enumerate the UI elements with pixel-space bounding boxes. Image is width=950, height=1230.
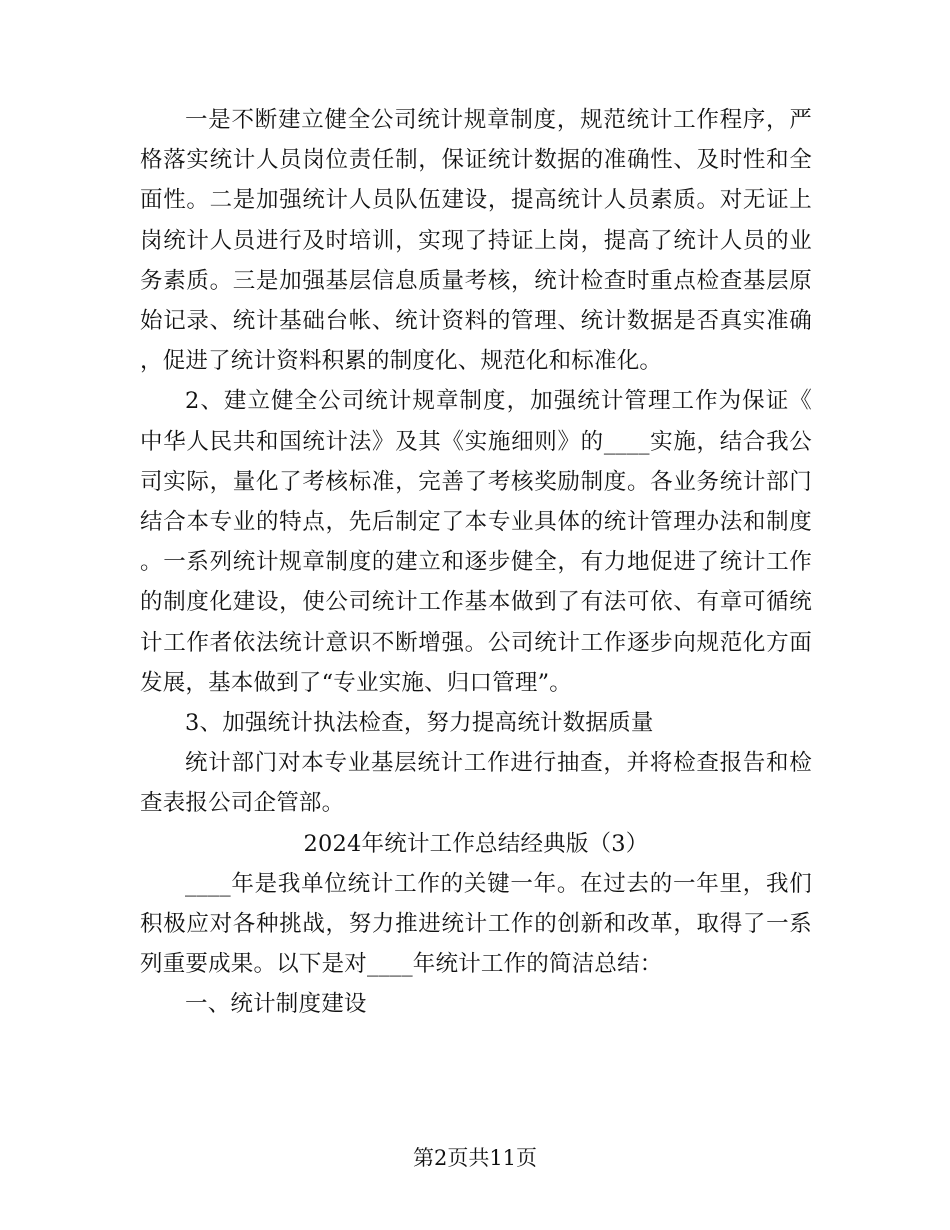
page-number-footer: 第2页共11页 <box>412 1146 538 1170</box>
paragraph-inspection-detail: 统计部门对本专业基层统计工作进行抽查，并将检查报告和检查表报公司企管部。 <box>140 750 812 817</box>
paragraph-statistics-measures: 一是不断建立健全公司统计规章制度，规范统计工作程序，严格落实统计人员岗位责任制，保证统计数据的准确性、及时性和全面性。二是加强统计人员队伍建设，提高统计人员素质。对无证上岗统计人员进行及时培训，实现了持证上岗，提高了统计人员的业务素质。三是加强基层信息质量考核，统计检查时重点检查基层原始记录、统计基础台帐、统计资料的管理、统计数据是否真实准确，促进了统计资料积累的制度化、规范化和标准化。 <box>140 107 812 375</box>
paragraph-system-building: 一、统计制度建设 <box>185 991 367 1018</box>
document-body <box>140 100 812 1025</box>
section-title: 2024年统计工作总结经典版（3） <box>303 830 649 857</box>
paragraph-regulations: 2、建立健全公司统计规章制度，加强统计管理工作为保证《中华人民共和国统计法》及其《实施细则》的____实施，结合我公司实际，量化了考核标准，完善了考核奖励制度。各业务统计部门结合本专业的特点，先后制定了本专业具体的统计管理办法和制度。一系列统计规章制度的建立和逐步健全，有力地促进了统计工作的制度化建设，使公司统计工作基本做到了有法可依、有章可循统计工作者依法统计意识不断增强。公司统计工作逐步向规范化方面发展，基本做到了“专业实施、归口管理”。 <box>140 388 812 696</box>
paragraph-inspection-heading: 3、加强统计执法检查，努力提高统计数据质量 <box>185 710 654 737</box>
paragraph-year-summary: ____年是我单位统计工作的关键一年。在过去的一年里，我们积极应对各种挑战，努力推进统计工作的创新和改革，取得了一系列重要成果。以下是对____年统计工作的简洁总结： <box>140 870 812 978</box>
